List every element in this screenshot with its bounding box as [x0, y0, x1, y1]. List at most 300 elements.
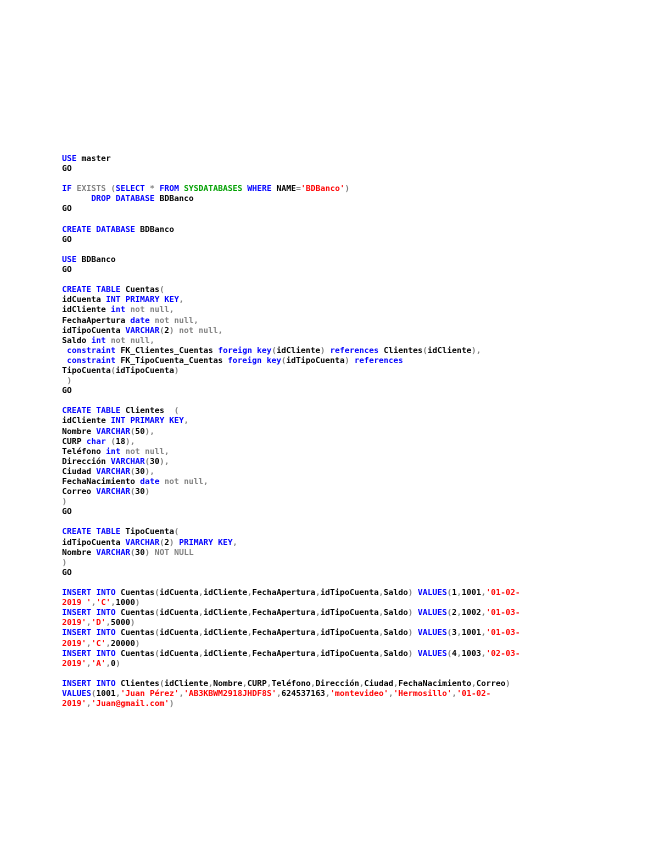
code-token: ), — [144, 425, 155, 436]
code-token: 'D' — [91, 617, 106, 628]
code-line — [62, 486, 642, 496]
code-token: 1 — [451, 587, 457, 598]
code-token: idTipoCuenta — [320, 607, 379, 618]
code-line — [62, 365, 642, 375]
code-token: USE — [62, 253, 82, 264]
code-token: idCuenta — [159, 647, 199, 658]
code-token: ), — [144, 465, 155, 476]
code-token: TipoCuenta — [125, 526, 175, 537]
code-token: Saldo — [383, 607, 409, 618]
code-token: ) — [62, 556, 67, 567]
code-token: not null — [154, 314, 194, 325]
code-token: Teléfono — [62, 445, 106, 456]
code-token: GO — [62, 264, 72, 275]
code-token: ( — [154, 587, 160, 598]
code-token: date — [139, 476, 165, 486]
code-token: , — [315, 627, 321, 638]
code-line — [62, 183, 642, 193]
code-line — [62, 345, 642, 355]
code-token: ( — [447, 627, 452, 638]
code-token: ) — [408, 607, 418, 618]
code-token: ) — [144, 486, 150, 497]
code-token: 'BDBanco' — [300, 183, 345, 194]
code-token: ( — [130, 486, 136, 497]
code-token: 'montevideo' — [330, 687, 389, 698]
code-token: Cuentas — [120, 587, 155, 598]
code-token: ) — [320, 344, 331, 355]
code-token: CREATE TABLE — [62, 526, 126, 537]
code-line — [62, 304, 642, 314]
code-token: FechaApertura — [252, 647, 316, 658]
code-token: INSERT INTO — [62, 627, 121, 638]
sql-code-block — [62, 153, 642, 708]
code-token: Dirección — [315, 677, 360, 688]
code-token: ( — [130, 546, 136, 557]
code-token: int — [91, 334, 111, 345]
code-token: ), — [159, 455, 170, 466]
code-token: 'C' — [91, 637, 106, 648]
code-line — [62, 547, 642, 557]
code-token: 2 — [451, 607, 457, 618]
code-token: foreign key — [227, 354, 282, 365]
code-token: Nombre — [62, 425, 97, 436]
code-token: , — [310, 677, 316, 688]
code-token: SELECT — [115, 183, 150, 194]
code-token: Correo — [62, 486, 97, 497]
code-token: Teléfono — [271, 677, 311, 688]
code-token: Nombre — [62, 546, 97, 557]
code-token: , — [86, 698, 92, 709]
code-token: '01-02- — [486, 587, 521, 598]
code-token: '01-02- — [456, 687, 491, 698]
code-token: Clientes — [125, 405, 175, 416]
code-token: , — [86, 637, 92, 648]
code-token: references — [354, 354, 404, 365]
code-token: , — [393, 677, 399, 688]
code-token: ( — [174, 405, 179, 416]
code-token: GO — [62, 163, 72, 174]
code-token: VALUES — [417, 587, 448, 598]
code-token: WHERE — [247, 183, 277, 194]
code-token: 'AB3KBWM2918JHDF8S' — [183, 687, 277, 698]
code-token: BDBanco — [159, 193, 194, 204]
code-token: ( — [130, 425, 136, 436]
code-token: ( — [154, 607, 160, 618]
code-token: char — [86, 435, 111, 446]
code-token: date — [130, 314, 155, 325]
code-token: , — [105, 617, 111, 628]
code-token: idCliente — [427, 344, 472, 355]
code-token: , — [451, 687, 457, 698]
code-line — [62, 234, 642, 244]
code-token: ( — [271, 344, 277, 355]
code-token: FK_Clientes_Cuentas — [120, 344, 218, 355]
code-token: , — [198, 587, 204, 598]
code-token: idCliente — [203, 647, 248, 658]
code-line — [62, 315, 642, 325]
code-token: ) — [169, 324, 179, 335]
code-line — [62, 557, 642, 567]
code-token: , — [315, 607, 321, 618]
code-token: 2019' — [62, 617, 87, 628]
code-token: ( — [447, 607, 452, 618]
code-token: 'Juan Pérez' — [120, 687, 179, 698]
code-line — [62, 698, 642, 708]
code-line — [62, 415, 642, 425]
code-token: , — [276, 687, 282, 698]
code-token: INSERT INTO — [62, 677, 121, 688]
code-token: , — [456, 587, 462, 598]
code-token: ( — [110, 364, 116, 375]
code-line — [62, 224, 642, 234]
code-token: 2019' — [62, 637, 87, 648]
code-token: int — [105, 445, 126, 456]
code-token: INSERT INTO — [62, 607, 121, 618]
code-token: INT PRIMARY KEY — [105, 294, 179, 305]
code-token: 2 — [164, 324, 170, 335]
code-token: ( — [447, 587, 452, 598]
code-line — [62, 587, 642, 597]
code-token: ) — [408, 587, 418, 598]
code-token: NOT NULL — [154, 546, 194, 557]
code-token: , — [247, 627, 253, 638]
code-token: , — [198, 627, 204, 638]
code-token: 'C' — [96, 597, 111, 608]
code-token: TipoCuenta — [62, 364, 111, 375]
code-token: ( — [91, 687, 97, 698]
code-line — [62, 163, 642, 173]
code-token: ( — [174, 526, 179, 537]
code-line — [62, 426, 642, 436]
code-token: FROM — [159, 183, 184, 194]
code-line — [62, 648, 642, 658]
code-token: , — [91, 597, 97, 608]
code-token: idCuenta — [159, 607, 199, 618]
code-token: idCliente — [203, 627, 248, 638]
code-token: Cuentas — [120, 627, 155, 638]
code-token: VARCHAR — [96, 486, 131, 497]
code-token: BDBanco — [139, 223, 175, 234]
code-line — [62, 254, 642, 264]
code-token: 5000 — [110, 617, 131, 628]
code-token: idTipoCuenta — [62, 324, 126, 335]
code-token: CURP — [62, 435, 87, 446]
code-token: ) — [344, 354, 355, 365]
code-token: not null — [130, 304, 170, 315]
code-token: idTipoCuenta — [115, 364, 175, 375]
code-line — [62, 203, 642, 213]
code-token: , — [169, 304, 175, 315]
code-token: idCuenta — [159, 587, 199, 598]
code-token: 30 — [135, 486, 145, 497]
code-token: ) — [62, 496, 67, 507]
code-token: constraint — [62, 344, 121, 355]
code-token: = — [295, 183, 301, 194]
code-line — [62, 567, 642, 577]
code-token: Correo — [476, 677, 506, 688]
code-token: VALUES — [62, 687, 92, 698]
code-token: CREATE TABLE — [62, 405, 126, 416]
code-token: , — [471, 677, 477, 688]
code-token: idTipoCuenta — [320, 627, 379, 638]
code-line — [62, 456, 642, 466]
code-token: , — [481, 627, 487, 638]
code-line — [62, 294, 642, 304]
code-token: CREATE DATABASE — [62, 223, 140, 234]
code-token: not null — [110, 334, 150, 345]
blank-line — [62, 668, 642, 678]
code-token: 2019 ' — [62, 597, 92, 608]
code-token: Saldo — [383, 647, 409, 658]
code-token: ( — [110, 183, 116, 194]
code-token: , — [232, 536, 238, 547]
code-token: , — [86, 657, 92, 668]
code-line — [62, 496, 642, 506]
code-line — [62, 537, 642, 547]
code-token: , — [325, 687, 331, 698]
blank-line — [62, 173, 642, 183]
code-token: Clientes — [383, 344, 423, 355]
code-token: , — [481, 587, 487, 598]
code-token: ) — [169, 698, 175, 709]
code-token: , — [378, 587, 384, 598]
code-token: 4 — [451, 647, 457, 658]
code-token: Saldo — [62, 334, 92, 345]
code-token: , — [217, 324, 223, 335]
blank-line — [62, 516, 642, 526]
code-token: , — [208, 677, 214, 688]
blank-line — [62, 395, 642, 405]
code-token: Ciudad — [364, 677, 394, 688]
code-token: not null — [164, 476, 204, 486]
code-token: , — [378, 647, 384, 658]
code-token: idCuenta — [159, 627, 199, 638]
code-token: 1002 — [461, 607, 482, 618]
code-token: '01-03- — [486, 627, 521, 638]
code-token: ) — [115, 657, 121, 668]
code-token: VARCHAR — [125, 324, 160, 335]
code-token: 50 — [135, 425, 145, 436]
code-line — [62, 678, 642, 688]
code-token: 20000 — [110, 637, 136, 648]
code-token: Dirección — [62, 455, 111, 466]
code-token: 2019' — [62, 657, 87, 668]
code-token: PRIMARY KEY — [178, 536, 233, 547]
code-token: , — [315, 587, 321, 598]
code-token: ( — [159, 284, 165, 295]
code-token: ) — [174, 364, 179, 375]
code-token: ) — [62, 375, 72, 386]
code-token: CREATE TABLE — [62, 284, 126, 295]
code-token: ) — [408, 647, 418, 658]
code-line — [62, 627, 642, 637]
code-token: INSERT INTO — [62, 647, 121, 658]
code-token: idCliente — [203, 607, 248, 618]
code-token: , — [266, 677, 272, 688]
code-token: GO — [62, 203, 72, 214]
code-token: GO — [62, 385, 72, 396]
code-token: GO — [62, 566, 72, 577]
code-token: , — [164, 445, 170, 456]
code-line — [62, 658, 642, 668]
code-line — [62, 335, 642, 345]
code-token: , — [481, 607, 487, 618]
code-token: 18 — [115, 435, 126, 446]
code-token: FechaNacimiento — [62, 476, 140, 486]
code-token: Cuentas — [120, 607, 155, 618]
code-token: ( — [144, 455, 150, 466]
code-token: ( — [159, 536, 165, 547]
code-token: ) — [169, 536, 179, 547]
code-line — [62, 193, 642, 203]
code-token: ( — [130, 465, 136, 476]
code-token: , — [183, 415, 189, 426]
code-token: ) — [144, 546, 155, 557]
code-token: master — [81, 153, 111, 163]
code-token: 1001 — [461, 587, 482, 598]
code-token: idTipoCuenta — [320, 587, 379, 598]
code-token: ) — [130, 617, 136, 628]
code-token: int — [110, 304, 131, 315]
code-line — [62, 436, 642, 446]
code-token: , — [86, 617, 92, 628]
code-token: ( — [159, 677, 165, 688]
code-token: idCliente — [164, 677, 209, 688]
code-line — [62, 526, 642, 536]
code-token: , — [149, 334, 155, 345]
code-token: 1003 — [461, 647, 482, 658]
code-line — [62, 466, 642, 476]
code-token: , — [178, 687, 184, 698]
code-token: , — [456, 627, 462, 638]
code-token: , — [378, 627, 384, 638]
code-token: ( — [154, 627, 160, 638]
code-token: idTipoCuenta — [320, 647, 379, 658]
blank-line — [62, 244, 642, 254]
code-token: idCliente — [203, 587, 248, 598]
code-token: idTipoCuenta — [62, 536, 126, 547]
code-token: 1001 — [461, 627, 482, 638]
code-token: 30 — [135, 465, 145, 476]
code-line — [62, 405, 642, 415]
blank-line — [62, 274, 642, 284]
code-token: BDBanco — [81, 253, 116, 264]
code-token: 2019' — [62, 698, 87, 709]
code-token: Ciudad — [62, 465, 97, 476]
code-token: , — [105, 637, 111, 648]
code-token: constraint — [62, 354, 121, 365]
code-token: , — [456, 607, 462, 618]
code-token: VARCHAR — [110, 455, 145, 466]
code-token: ) — [505, 677, 511, 688]
code-token: FechaNacimiento — [398, 677, 472, 688]
code-token: FechaApertura — [252, 607, 316, 618]
code-token: EXISTS — [76, 183, 111, 194]
code-token: ), — [471, 344, 482, 355]
blank-line — [62, 577, 642, 587]
code-token: 3 — [451, 627, 457, 638]
code-token: , — [247, 607, 253, 618]
code-token: , — [378, 607, 384, 618]
code-token: , — [481, 647, 487, 658]
code-token: ) — [408, 627, 418, 638]
blank-line — [62, 214, 642, 224]
code-token: SYSDATABASES — [183, 183, 248, 194]
code-token: FechaApertura — [252, 587, 316, 598]
code-token: USE — [62, 153, 82, 163]
code-line — [62, 638, 642, 648]
code-token: DROP DATABASE — [62, 193, 160, 204]
code-token: idCliente — [276, 344, 321, 355]
code-token: idCliente — [62, 415, 111, 426]
code-token: VALUES — [417, 647, 448, 658]
code-token: , — [315, 647, 321, 658]
code-line — [62, 617, 642, 627]
code-token: , — [247, 587, 253, 598]
code-token: 'Juan@gmail.com' — [91, 698, 170, 709]
code-token: VALUES — [417, 607, 448, 618]
code-token: , — [178, 294, 184, 305]
code-line — [62, 506, 642, 516]
code-line — [62, 355, 642, 365]
code-token: idTipoCuenta — [286, 354, 345, 365]
code-token: , — [115, 687, 121, 698]
code-token: 2 — [164, 536, 170, 547]
code-token: ) — [344, 183, 350, 194]
code-token: idCliente — [62, 304, 111, 315]
code-token: Cuentas — [120, 647, 155, 658]
code-token: VARCHAR — [96, 546, 131, 557]
code-token: 1000 — [115, 597, 136, 608]
code-token: '02-03- — [486, 647, 521, 658]
code-token: , — [193, 314, 199, 325]
code-token: , — [105, 657, 111, 668]
code-token: ( — [281, 354, 287, 365]
code-token: Saldo — [383, 587, 409, 598]
code-token: Clientes — [120, 677, 160, 688]
code-token: ) — [135, 597, 140, 608]
code-line — [62, 325, 642, 335]
code-token: , — [203, 476, 209, 486]
code-token: ( — [422, 344, 428, 355]
code-token: Saldo — [383, 627, 409, 638]
code-line — [62, 688, 642, 698]
code-token: FechaApertura — [252, 627, 316, 638]
code-token: not null — [125, 445, 165, 456]
code-token: INSERT INTO — [62, 587, 121, 598]
code-token: FechaApertura — [62, 314, 131, 325]
code-token: ( — [154, 647, 160, 658]
code-token: GO — [62, 506, 72, 517]
code-token: Cuentas — [125, 284, 160, 295]
code-token: ( — [159, 324, 165, 335]
code-token: 30 — [149, 455, 160, 466]
code-line — [62, 607, 642, 617]
code-token: ), — [125, 435, 136, 446]
code-line — [62, 446, 642, 456]
code-token: , — [247, 647, 253, 658]
code-token: '01-03- — [486, 607, 521, 618]
code-token: 'A' — [91, 657, 106, 668]
code-token: , — [198, 607, 204, 618]
code-token: ) — [135, 637, 140, 648]
code-token: Nombre — [213, 677, 243, 688]
code-token: , — [198, 647, 204, 658]
code-token: 'Hermosillo' — [393, 687, 452, 698]
code-token: ( — [110, 435, 116, 446]
code-line — [62, 375, 642, 385]
code-token: , — [456, 647, 462, 658]
